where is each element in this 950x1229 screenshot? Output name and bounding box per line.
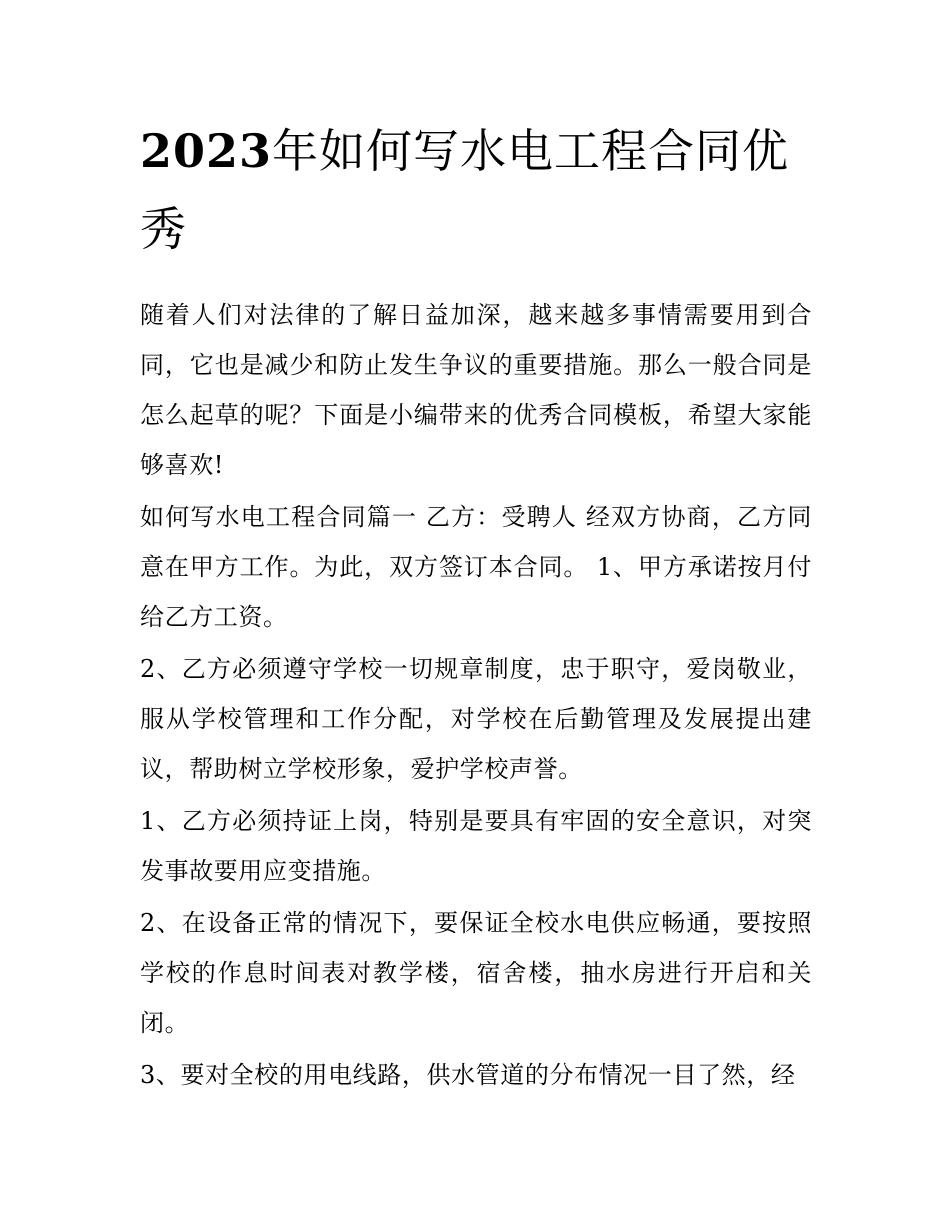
paragraph-intro: 随着人们对法律的了解日益加深，越来越多事情需要用到合同，它也是减少和防止发生争议的重要措施。那么一般合同是怎么起草的呢？下面是小编带来的优秀合同模板，希望大家能够喜欢!: [140, 301, 812, 479]
page-title: [140, 112, 812, 268]
title-text: 年如何写水电工程合同优秀: [140, 124, 790, 256]
paragraph-list: [140, 290, 812, 1100]
paragraph-clause: 3、要对全校的用电线路，供水管道的分布情况一目了然，经: [140, 1061, 796, 1089]
document-body: [140, 112, 812, 1100]
paragraph-clause: 1、乙方必须持证上岗，特别是要具有牢固的安全意识，对突发事故要用应变措施。: [140, 807, 812, 885]
paragraph-contract-intro: 如何写水电工程合同篇一 乙方：受聘人 经双方协商，乙方同意在甲方工作。为此，双方签订本合同。 1、甲方承诺按月付给乙方工资。: [140, 503, 812, 631]
paragraph-clause: 2、在设备正常的情况下，要保证全校水电供应畅通，要按照学校的作息时间表对教学楼，宿舍楼，抽水房进行开启和关闭。: [140, 909, 812, 1037]
title-year: 2023: [140, 124, 273, 178]
paragraph-clause: 2、乙方必须遵守学校一切规章制度，忠于职守，爱岗敬业，服从学校管理和工作分配，对学校在后勤管理及发展提出建议，帮助树立学校形象，爱护学校声誉。: [140, 655, 812, 783]
